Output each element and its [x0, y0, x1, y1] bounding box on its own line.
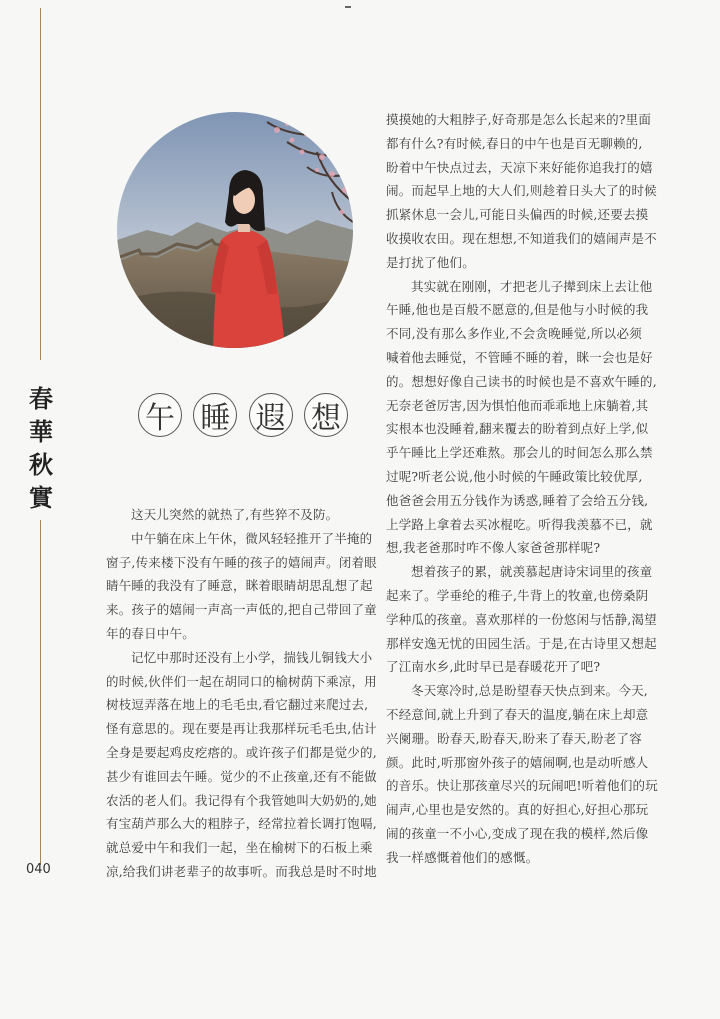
- article-left-column: [106, 503, 377, 884]
- title-char: 午: [138, 393, 182, 437]
- paragraph: [386, 679, 658, 869]
- text-line: 无奈老爸厉害,因为惧怕他而乖乖地上床躺着,其: [386, 397, 649, 413]
- text-line: 过呢?听老公说,他小时候的午睡政策比较优厚,: [386, 468, 643, 484]
- text-line: 的时候,伙伴们一起在胡同口的榆树荫下乘凉，用: [106, 673, 377, 689]
- text-line: 农活的老人们。我记得有个我管她叫大奶奶的,她: [106, 792, 377, 808]
- text-line: 盼着中午快点过去，天凉下来好能你追我打的嬉: [386, 159, 653, 175]
- left-rule-top: [40, 8, 41, 360]
- paragraph: [106, 503, 364, 527]
- text-line: 颜。此时,听那窗外孩子的嬉闹啊,也是动听感人: [386, 754, 649, 770]
- text-line: 年的春日中午。: [106, 625, 195, 641]
- paragraph: [386, 275, 657, 561]
- text-line: 的音乐。快让那孩童尽兴的玩闹吧!听着他们的玩: [386, 778, 658, 794]
- text-line: 喊着他去睡觉，不管睡不睡的着，眯一会也是好: [386, 349, 653, 365]
- text-line: 闹的孩童一不小心,变成了现在我的模样,然后像: [386, 825, 649, 841]
- column-title: [22, 382, 60, 514]
- text-line: 我一样感慨着他们的感慨。: [386, 849, 539, 865]
- text-line: 怪有意思的。现在要是再让我那样玩毛毛虫,估计: [106, 721, 377, 737]
- text-line: 窗子,传来楼下没有午睡的孩子的嬉闹声。闭着眼: [106, 554, 377, 570]
- paragraph: [386, 560, 657, 679]
- text-line: 想着孩子的累，就羡慕起唐诗宋词里的孩童: [411, 564, 653, 580]
- text-line: 摸摸她的大粗脖子,好奇那是怎么长起来的?里面: [386, 112, 652, 127]
- text-line: 学种瓜的孩童。喜欢那样的一份悠闲与恬静,渴望: [386, 611, 657, 627]
- column-title-char: 華: [29, 417, 53, 446]
- text-line: 乎午睡比上学还难熬。那会儿的时间怎么那么禁: [386, 445, 653, 461]
- text-line: 不经意间,就上升到了春天的温度,躺在床上却意: [386, 706, 649, 722]
- text-line: 闹声,心里也是安然的。真的好担心,好担心那玩: [386, 802, 649, 818]
- text-line: 甚少有谁回去午睡。觉少的不止孩童,还有不能做: [106, 768, 377, 784]
- text-line: 中午躺在床上午休，微风轻轻推开了半掩的: [131, 530, 373, 546]
- title-char: 遐: [249, 393, 293, 437]
- text-line: 抓紧休息一会儿,可能日头偏西的时候,还要去摸: [386, 207, 649, 223]
- paragraph: [386, 108, 657, 275]
- text-line: 闹。而起早上地的大人们,则趁着日头大了的时候: [386, 183, 657, 199]
- column-title-char: 實: [29, 483, 53, 512]
- text-line: 全身是要起鸡皮疙瘩的。或许孩子们都是觉少的,: [106, 744, 377, 760]
- text-line: 他爸爸会用五分钱作为诱惑,睡着了会给五分钱,: [386, 492, 649, 508]
- title-char: 想: [304, 393, 348, 437]
- top-mark: [345, 6, 351, 8]
- text-line: 记忆中那时还没有上小学，揣钱儿铜钱大小: [131, 649, 373, 665]
- text-line: 都有什么?有时候,春日的中午也是百无聊赖的,: [386, 135, 643, 151]
- article-title: [138, 393, 348, 439]
- text-line: 了江南水乡,此时早已是春暖花开了吧?: [386, 659, 601, 675]
- text-line: 这天儿突然的就热了,有些猝不及防。: [131, 507, 339, 522]
- paragraph: [106, 527, 377, 646]
- text-line: 的。想想好像自己读书的时候也是不喜欢午睡的,: [386, 373, 657, 389]
- article-right-column: [386, 108, 658, 870]
- text-line: 其实就在刚刚，才把老儿子撵到床上去让他: [411, 278, 653, 294]
- column-title-char: 秋: [29, 450, 53, 479]
- photo-illustration: [117, 112, 353, 348]
- text-line: 凉,给我们讲老辈子的故事听。而我总是时不时地: [106, 863, 377, 879]
- text-line: 冬天寒冷时,总是盼望春天快点到来。今天,: [411, 683, 648, 699]
- text-line: 不同,没有那么多作业,不会贪晚睡觉,所以必须: [386, 326, 642, 342]
- text-line: 实根本也没睡着,翻来覆去的盼着到点好上学,似: [386, 421, 649, 437]
- text-line: 是打扰了他们。: [386, 254, 475, 270]
- text-line: 起来了。学垂纶的稚子,牛背上的牧童,也傍桑阴: [386, 587, 649, 603]
- text-line: 收摸收农田。现在想想,不知道我们的嬉闹声是不: [386, 230, 657, 246]
- title-char: 睡: [193, 393, 237, 437]
- text-line: 午睡,他也是百般不愿意的,但是他与小时候的我: [386, 302, 649, 318]
- text-line: 就总爱中午和我们一起，坐在榆树下的石板上乘: [106, 840, 373, 856]
- text-line: 想,我老爸那时咋不像人家爸爸那样呢?: [386, 540, 601, 556]
- text-line: 有宝葫芦那么大的粗脖子，经常拉着长调打饱嗝,: [106, 816, 377, 832]
- text-line: 睛午睡的我没有了睡意，眯着眼睛胡思乱想了起: [106, 578, 373, 594]
- author-photo: [117, 112, 353, 348]
- page-number: 040: [26, 862, 51, 877]
- text-line: 树枝逗弄落在地上的毛毛虫,看它翻过来爬过去,: [106, 697, 369, 713]
- text-line: 兴阑珊。盼春天,盼春天,盼来了春天,盼老了容: [386, 730, 642, 746]
- paragraph: [106, 646, 377, 884]
- column-title-char: 春: [29, 384, 53, 413]
- text-line: 那样安逸无忧的田园生活。于是,在古诗里又想起: [386, 635, 657, 651]
- text-line: 来。孩子的嬉闹一声高一声低的,把自己带回了童: [106, 602, 377, 618]
- text-line: 上学路上拿着去买冰棍吃。听得我羡慕不已，就: [386, 516, 653, 532]
- left-rule-bottom: [40, 520, 41, 865]
